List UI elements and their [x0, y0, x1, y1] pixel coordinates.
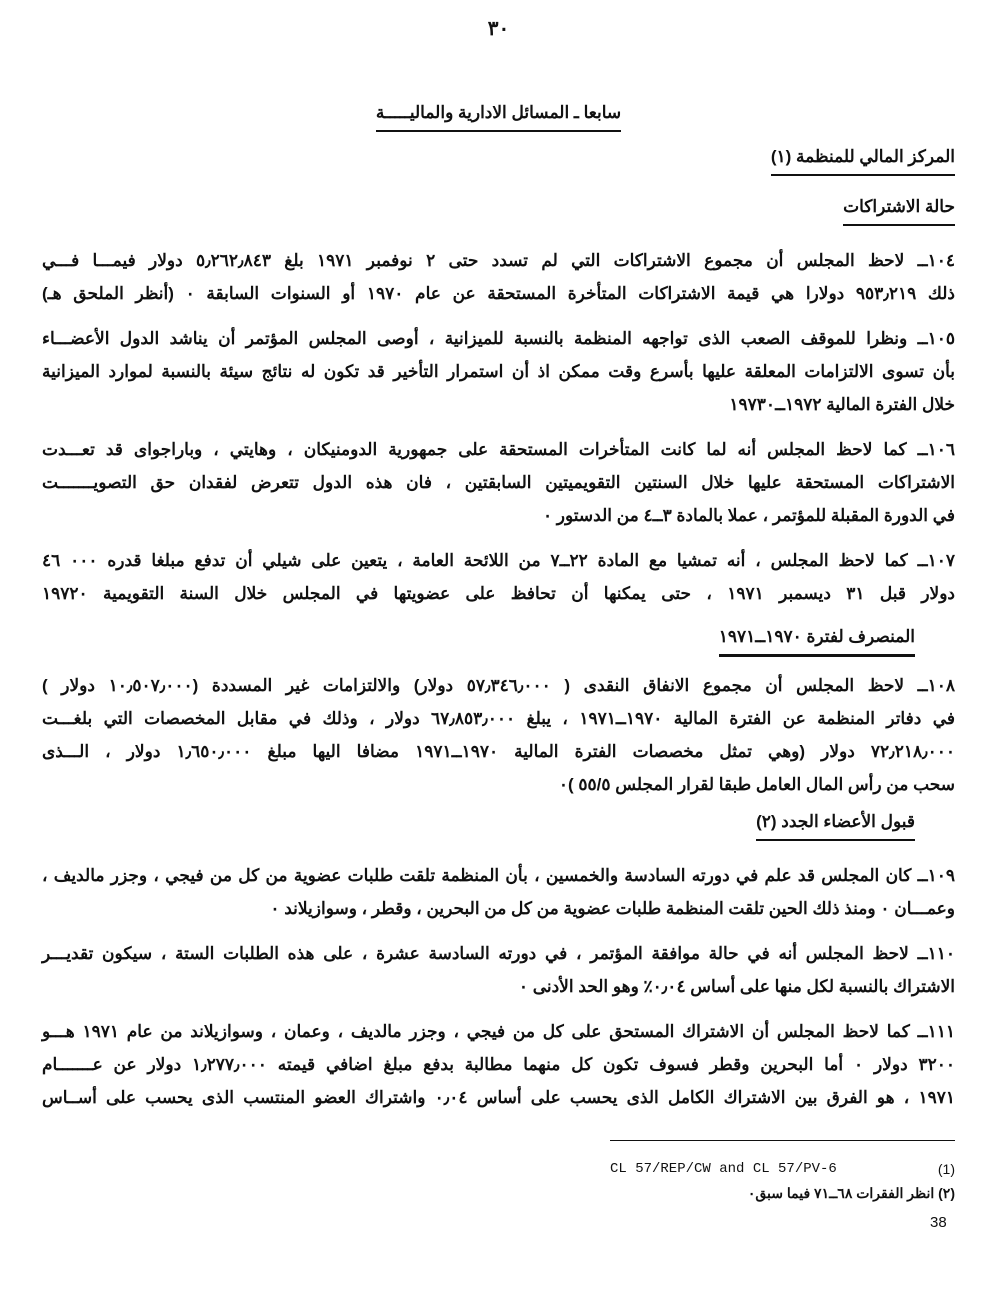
footnote-1: [610, 1157, 955, 1181]
paragraph-106-line: الاشتراكات المستحقة عليها خلال السنتين التقويميتين السابقتين ، فان هذه الدول تتعرض لفقدان حق التصويـــــــت: [42, 473, 955, 492]
heading-new-members: قبول الأعضاء الجدد (٢): [756, 807, 915, 841]
footnote-1-marker: (1): [937, 1161, 955, 1177]
paragraph-105-line: ١٠٥ــ ونظرا للموقف الصعب الذى تواجهه المنظمة بالنسبة للميزانية ، أوصى المجلس المؤتمر أن يناشد الدول الأعضـــاء: [42, 329, 955, 348]
paragraph-105-line: خلال الفترة المالية ١٩٧٢ــ١٩٧٣٠: [729, 395, 955, 414]
paragraph-111-line: ١١١ــ كما لاحظ المجلس أن الاشتراك المستحق على كل من فيجي ، وجزر مالديف ، وعمان ، وسوازيلاند من عام ١٩٧١ هـــو: [42, 1022, 955, 1041]
heading-financial-wrap: [42, 142, 955, 176]
paragraph-110-line: الاشتراك بالنسبة لكل منها على أساس ٠٫٠٤٪ وهو الحد الأدنى ٠: [518, 977, 955, 996]
heading-expenditure: المنصرف لفترة ١٩٧٠ــ١٩٧١: [719, 622, 915, 657]
section-title: سابعا ـ المسائل الادارية والماليـــــة: [376, 98, 621, 132]
paragraph-107-line: ١٠٧ــ كما لاحظ المجلس ، أنه تمشيا مع المادة ٢٢ــ٧ من اللائحة العامة ، يتعين على شيلي أن تدفع مبلغا قدره ٠٠٠ ٤٦: [42, 551, 955, 570]
paragraph-108-line: في دفاتر المنظمة عن الفترة المالية ١٩٧٠ــ١٩٧١ ، يبلغ ٦٧٫٨٥٣٫٠٠٠ دولار ، وذلك في مقابل المخصصات التي بلغـــت: [42, 709, 955, 728]
paragraph-108-line: ١٠٨ــ لاحظ المجلس أن مجموع الانفاق النقدى ( ٥٧٫٣٤٦٫٠٠٠ دولار) والالتزامات غير المسددة (١٠٫٥٠٧٫٠٠٠ دولار ): [42, 676, 956, 695]
paragraph-107-line: دولار قبل ٣١ ديسمبر ١٩٧١ ، حتى يمكنها أن تحافظ على عضويتها في المجلس خلال السنة التقويمية ١٩٧٢٠: [42, 584, 956, 603]
paragraph-104-line: ذلك ٩٥٣٫٢١٩ دولارا هي قيمة الاشتراكات المتأخرة المستحقة عن عام ١٩٧٠ أو السنوات السابقة ٠ (أنظر الملحق هـ): [42, 284, 955, 303]
section-title-wrap: [42, 98, 955, 132]
paragraph-111-line: ٣٢٠٠ دولار ٠ أما البحرين وقطر فسوف تكون كل منهما مطالبة بدفع مبلغ اضافي قيمته ١٫٢٧٧٫٠٠٠ دولار عن عـــــــام: [42, 1055, 956, 1074]
page-number: ٣٠: [487, 18, 510, 40]
footnote-2: [610, 1181, 955, 1205]
footnote-2-marker: (٢): [938, 1185, 955, 1201]
footnote-2-text: انظر الفقرات ٦٨ــ٧١ فيما سبق٠: [747, 1185, 935, 1201]
paragraph-108-line: سحب من رأس المال العامل طبقا لقرار المجلس ٥٥/٥ )٠: [558, 775, 955, 794]
footnote-1-text: CL 57/REP/CW and CL 57/PV-6: [610, 1161, 837, 1177]
paragraph-105-line: بأن تسوى الالتزامات المعلقة عليها بأسرع وقت ممكن اذ أن استمرار التأخير قد تكون له نتائج سيئة بالنسبة لموارد الميزانية: [42, 362, 955, 381]
paragraph-109-line: وعمـــان ٠ ومنذ ذلك الحين تلقت المنظمة طلبات عضوية من كل من البحرين ، وقطر ، وسوازيلاند ٠: [270, 899, 955, 918]
paragraph-108-line: ٧٢٫٢١٨٫٠٠٠ دولار (وهي تمثل مخصصات الفترة المالية ١٩٧٠ــ١٩٧١ مضافا اليها مبلغ ١٫٦٥٠٫٠٠٠ دولار ، الـــذى: [42, 742, 955, 761]
paragraph-104-line: ١٠٤ــ لاحظ المجلس أن مجموع الاشتراكات التي لم تسدد حتى ٢ نوفمبر ١٩٧١ بلغ ٥٫٢٦٢٫٨٤٣ دولار فيمـــا فـــي: [42, 251, 955, 270]
paragraph-106-line: ١٠٦ــ كما لاحظ المجلس أنه لما كانت المتأخرات المستحقة على جمهورية الدومنيكان ، وهايتي ، وباراجواى قد تعـــدت: [42, 440, 955, 459]
paragraph-110-line: ١١٠ــ لاحظ المجلس أنه في حالة موافقة المؤتمر ، في دورته السادسة عشرة ، على هذه الطلبات الستة ، سيكون تقديـــر: [42, 944, 955, 963]
heading-contributions: حالة الاشتراكات: [843, 192, 955, 226]
paragraph-109-line: ١٠٩ــ كان المجلس قد علم في دورته السادسة والخمسين ، بأن المنظمة تلقت طلبات عضوية من كل من فيجي ، وجزر مالديف ،: [42, 866, 955, 885]
paragraph-111-line: ١٩٧١ ، هو الفرق بين الاشتراك الكامل الذى يحسب على أساس ٠٫٠٤ واشتراك العضو المنتسب الذى يحسب على أســاس: [42, 1088, 955, 1107]
page-number-latin: 38: [930, 1214, 947, 1231]
paragraph-106-line: في الدورة المقبلة للمؤتمر ، عملا بالمادة ٣ــ٤ من الدستور ٠: [542, 506, 955, 525]
heading-expenditure-wrap: [42, 622, 955, 657]
footnote-separator: [610, 1140, 955, 1141]
heading-financial-position: المركز المالي للمنظمة (١): [771, 142, 955, 176]
heading-new-members-wrap: [42, 807, 955, 841]
heading-contributions-wrap: [42, 192, 955, 226]
